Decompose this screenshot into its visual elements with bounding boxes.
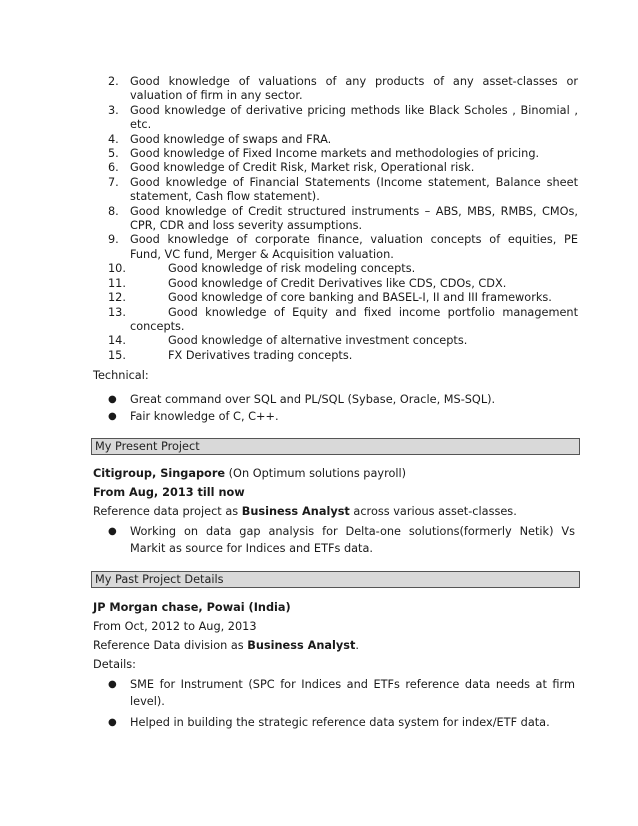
list-item bbox=[108, 523, 575, 557]
bullet-icon: ● bbox=[108, 679, 117, 690]
skill-text: Good knowledge of valuations of any products of any asset-classes or bbox=[130, 75, 578, 88]
bullet-text bbox=[130, 523, 575, 557]
past-company: JP Morgan chase, Powai (India) bbox=[93, 601, 291, 614]
skill-number: 10. bbox=[108, 262, 126, 276]
skill-number: 13. bbox=[108, 305, 126, 319]
skill-text: Good knowledge of Equity and fixed income portfolio management bbox=[168, 305, 578, 319]
skill-continuation: etc. bbox=[130, 118, 152, 132]
past-role-line bbox=[93, 636, 581, 655]
present-role-suffix: across various asset-classes. bbox=[349, 505, 517, 518]
skill-continuation: Fund, VC fund, Merger & Acquisition valuation. bbox=[130, 247, 394, 261]
skill-text: Good knowledge of core banking and BASEL-I, II and III frameworks. bbox=[168, 291, 552, 305]
skill-number: 12. bbox=[108, 291, 126, 305]
present-company-note: (On Optimum solutions payroll) bbox=[225, 467, 407, 480]
skill-text: Good knowledge of corporate finance, valuation concepts of equities, PE bbox=[130, 233, 578, 247]
list-item bbox=[108, 714, 575, 731]
bullet-icon: ● bbox=[108, 717, 117, 728]
skill-text: Good knowledge of Credit Derivatives like CDS, CDOs, CDX. bbox=[168, 276, 507, 290]
present-period: From Aug, 2013 till now bbox=[93, 486, 245, 499]
past-period: From Oct, 2012 to Aug, 2013 bbox=[93, 620, 257, 633]
skill-text: Good knowledge of derivative pricing methods like Black Scholes , Binomial , bbox=[130, 103, 578, 117]
skill-item bbox=[108, 147, 578, 161]
bullet-line: Markit as source for Indices and ETFs data. bbox=[130, 542, 373, 555]
present-company: Citigroup, Singapore bbox=[93, 467, 226, 480]
skill-continuation: CPR, CDR and loss severity assumptions. bbox=[130, 219, 363, 233]
past-details-label: Details: bbox=[93, 658, 136, 671]
skill-text: Good knowledge of Credit structured instruments – ABS, MBS, RMBS, CMOs, bbox=[130, 204, 578, 218]
list-item bbox=[108, 408, 575, 425]
present-role-prefix: Reference data project as bbox=[93, 505, 242, 518]
present-project-section bbox=[93, 464, 581, 557]
skill-item bbox=[108, 104, 578, 133]
skill-number: 2. bbox=[108, 75, 119, 88]
past-role-prefix: Reference Data division as bbox=[93, 639, 248, 652]
bullet-text: Great command over SQL and PL/SQL (Sybase, Oracle, MS-SQL). bbox=[130, 393, 496, 406]
bullet-text: Helped in building the strategic reference data system for index/ETF data. bbox=[130, 716, 550, 729]
skill-item bbox=[108, 233, 578, 262]
skill-item bbox=[108, 349, 578, 363]
skill-text: FX Derivatives trading concepts. bbox=[168, 348, 353, 362]
skill-number: 3. bbox=[108, 103, 119, 117]
past-project-section bbox=[93, 598, 581, 731]
bullet-icon: ● bbox=[108, 526, 117, 537]
skill-item bbox=[108, 262, 578, 276]
bullet-text bbox=[130, 676, 575, 710]
skill-text: Good knowledge of alternative investment concepts. bbox=[168, 334, 468, 348]
skill-text: Good knowledge of swaps and FRA. bbox=[130, 132, 332, 146]
list-item bbox=[108, 391, 575, 408]
skill-item bbox=[108, 291, 578, 305]
present-role-line bbox=[93, 502, 581, 521]
bullet-text: Fair knowledge of C, C++. bbox=[130, 410, 279, 423]
list-item bbox=[108, 676, 575, 710]
past-role: Business Analyst bbox=[247, 639, 356, 652]
skill-text: Good knowledge of Credit Risk, Market risk, Operational risk. bbox=[130, 161, 475, 175]
skill-continuation: valuation of firm in any sector. bbox=[130, 89, 303, 103]
skill-number: 11. bbox=[108, 276, 126, 290]
skill-number: 5. bbox=[108, 147, 119, 161]
skill-number: 9. bbox=[108, 233, 119, 247]
present-project-header: My Present Project bbox=[91, 438, 580, 455]
skill-continuation: concepts. bbox=[130, 319, 185, 333]
skill-number: 6. bbox=[108, 161, 119, 175]
present-company-line bbox=[93, 464, 581, 483]
skill-number: 14. bbox=[108, 334, 126, 348]
skill-text: Good knowledge of Financial Statements (Income statement, Balance sheet bbox=[130, 175, 578, 189]
bullet-line: level). bbox=[130, 695, 165, 708]
skill-item bbox=[108, 133, 578, 147]
skill-number: 7. bbox=[108, 175, 119, 189]
bullet-line: SME for Instrument (SPC for Indices and ETFs reference data needs at firm bbox=[130, 678, 575, 691]
skill-number: 4. bbox=[108, 132, 119, 146]
skill-item bbox=[108, 161, 578, 175]
skills-list bbox=[108, 75, 578, 363]
bullet-icon: ● bbox=[108, 411, 117, 422]
bullet-line: Working on data gap analysis for Delta-one solutions(formerly Netik) Vs bbox=[130, 525, 575, 538]
skill-item bbox=[108, 205, 578, 234]
skill-item bbox=[108, 176, 578, 205]
technical-section bbox=[93, 366, 581, 425]
skill-item bbox=[108, 334, 578, 348]
past-role-suffix: . bbox=[355, 639, 359, 652]
technical-heading: Technical: bbox=[93, 369, 149, 382]
skill-item bbox=[108, 277, 578, 291]
skill-number: 15. bbox=[108, 348, 126, 362]
skill-text: Good knowledge of Fixed Income markets and methodologies of pricing. bbox=[130, 147, 540, 161]
bullet-icon: ● bbox=[108, 394, 117, 405]
skill-item bbox=[108, 75, 578, 104]
past-project-header: My Past Project Details bbox=[91, 571, 580, 588]
skill-continuation: statement, Cash flow statement). bbox=[130, 190, 320, 204]
skill-text: Good knowledge of risk modeling concepts. bbox=[168, 262, 416, 276]
skill-item bbox=[108, 306, 578, 335]
skill-number: 8. bbox=[108, 204, 119, 218]
present-role: Business Analyst bbox=[241, 505, 350, 518]
